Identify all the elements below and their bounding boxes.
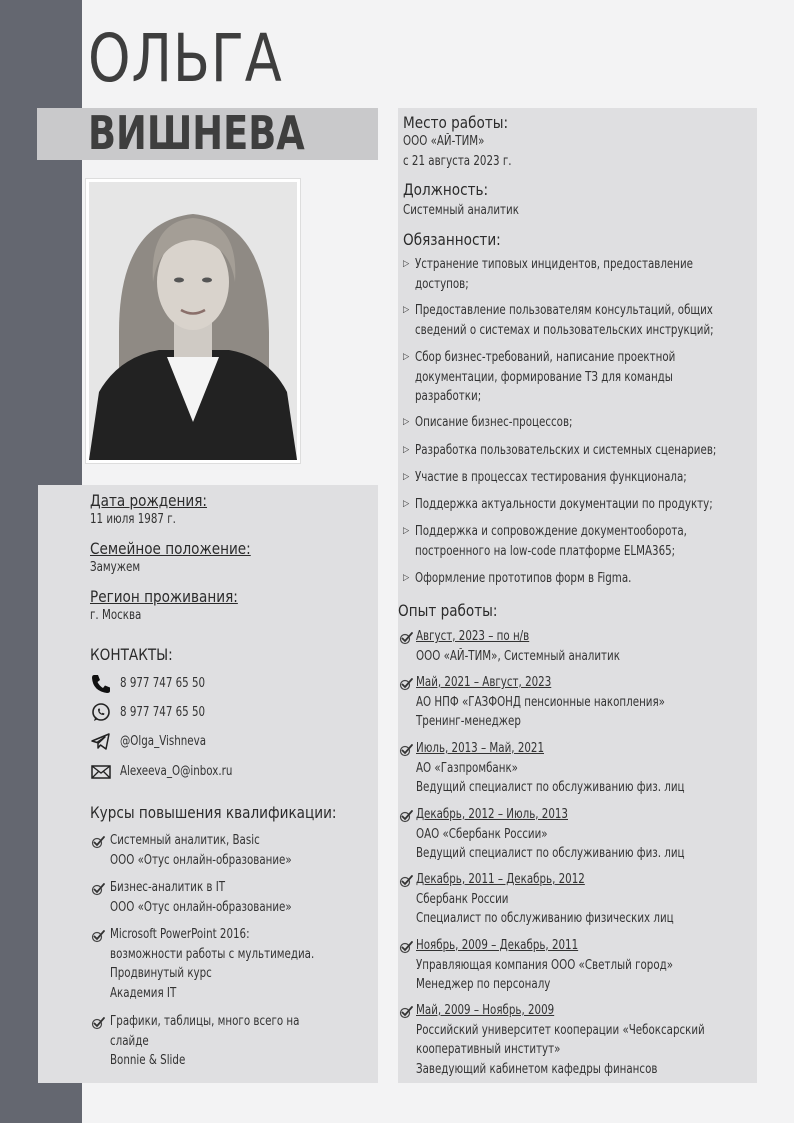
duty-line: Сбор бизнес-требований, написание проектной bbox=[415, 350, 676, 365]
course-line: Графики, таблицы, много всего на bbox=[110, 1014, 300, 1029]
course-line: возможности работы с мультимедиа. bbox=[110, 946, 315, 962]
experience-line: кооперативный институт» bbox=[416, 1042, 561, 1057]
course-line: Bonnie & Slide bbox=[110, 1053, 186, 1068]
course-line: ООО «Отус онлайн-образование» bbox=[110, 899, 292, 915]
experience-line: Российский университет кооперации «Чебоксарский bbox=[416, 1022, 705, 1038]
check-icon bbox=[399, 630, 413, 644]
experience-period: Август, 2023 – по н/в bbox=[416, 629, 530, 644]
experience-period: Ноябрь, 2009 – Декабрь, 2011 bbox=[416, 938, 579, 953]
course-line: Microsoft PowerPoint 2016: bbox=[110, 927, 250, 942]
contact-value: @Olga_Vishneva bbox=[120, 734, 207, 749]
course-line: Академия IT bbox=[110, 985, 177, 1001]
bullet-icon: ▷ bbox=[403, 573, 410, 583]
duties-label: Обязанности: bbox=[403, 230, 501, 249]
check-icon bbox=[91, 928, 105, 942]
whatsapp-icon bbox=[90, 702, 110, 722]
portrait-image bbox=[89, 182, 297, 460]
contact-value: 8 977 747 65 50 bbox=[120, 705, 206, 720]
first-name: ОЛЬГА bbox=[88, 20, 283, 97]
experience-line: Сбербанк России bbox=[416, 891, 509, 907]
course-line: слайде bbox=[110, 1033, 149, 1049]
experience-label: Опыт работы: bbox=[398, 601, 498, 620]
experience-period: Декабрь, 2012 – Июль, 2013 bbox=[416, 807, 568, 822]
experience-line: Менеджер по персоналу bbox=[416, 977, 551, 992]
check-icon bbox=[91, 834, 105, 848]
personal-value: г. Москва bbox=[90, 608, 142, 623]
experience-line: АО «Газпромбанк» bbox=[416, 760, 518, 776]
course-line: Системный аналитик, Basic bbox=[110, 833, 260, 848]
contact-value: 8 977 747 65 50 bbox=[120, 676, 206, 691]
course-line: Продвинутый курс bbox=[110, 966, 212, 981]
experience-line: Ведущий специалист по обслуживанию физ. лиц bbox=[416, 780, 685, 795]
duty-line: Участие в процессах тестирования функционала; bbox=[415, 470, 687, 485]
experience-period: Май, 2021 – Август, 2023 bbox=[416, 675, 552, 690]
duty-line: Поддержка актуальности документации по продукту; bbox=[415, 497, 713, 512]
experience-line: Ведущий специалист по обслуживанию физ. лиц bbox=[416, 846, 685, 861]
experience-line: ОАО «Сбербанк России» bbox=[416, 826, 548, 842]
contact-value: Alexeeva_O@inbox.ru bbox=[120, 764, 233, 779]
personal-label: Регион проживания: bbox=[90, 587, 238, 606]
experience-period: Июль, 2013 – Май, 2021 bbox=[416, 741, 545, 756]
duty-line: Разработка пользовательских и системных сценариев; bbox=[415, 443, 717, 458]
contacts-title: КОНТАКТЫ: bbox=[90, 645, 173, 664]
check-icon bbox=[399, 808, 413, 822]
experience-line: ООО «АЙ-ТИМ», Системный аналитик bbox=[416, 648, 620, 664]
bullet-icon: ▷ bbox=[403, 417, 410, 427]
experience-line: Специалист по обслуживанию физических лиц bbox=[416, 911, 674, 926]
bullet-icon: ▷ bbox=[403, 352, 410, 362]
phone-icon bbox=[90, 673, 110, 693]
course-line: ООО «Отус онлайн-образование» bbox=[110, 852, 292, 868]
experience-line: Тренинг-менеджер bbox=[416, 714, 521, 729]
duty-line: документации, формирование ТЗ для команды bbox=[415, 369, 673, 385]
position-value: Системный аналитик bbox=[403, 203, 519, 218]
duty-line: доступов; bbox=[415, 276, 469, 292]
check-icon bbox=[399, 676, 413, 690]
bullet-icon: ▷ bbox=[403, 305, 410, 315]
work-place-label: Место работы: bbox=[403, 113, 509, 132]
course-line: Бизнес-аналитик в IT bbox=[110, 880, 226, 895]
duty-line: сведений о системах и пользовательских инструкций; bbox=[415, 322, 714, 338]
check-icon bbox=[399, 742, 413, 756]
personal-value: Замужем bbox=[90, 560, 141, 575]
bullet-icon: ▷ bbox=[403, 259, 410, 269]
personal-info-panel bbox=[38, 485, 378, 1083]
duty-line: Поддержка и сопровождение документооборота, bbox=[415, 524, 687, 539]
work-place-start-date: с 21 августа 2023 г. bbox=[403, 154, 512, 169]
bullet-icon: ▷ bbox=[403, 499, 410, 509]
work-place-company: ООО «АЙ-ТИМ» bbox=[403, 134, 485, 149]
personal-value: 11 июля 1987 г. bbox=[90, 512, 176, 527]
bullet-icon: ▷ bbox=[403, 445, 410, 455]
check-icon bbox=[399, 939, 413, 953]
experience-line: Управляющая компания ООО «Светлый город» bbox=[416, 957, 674, 973]
personal-label: Дата рождения: bbox=[90, 491, 208, 510]
duty-line: Предоставление пользователям консультаций, общих bbox=[415, 303, 713, 318]
check-icon bbox=[399, 1004, 413, 1018]
position-label: Должность: bbox=[403, 180, 489, 199]
bullet-icon: ▷ bbox=[403, 526, 410, 536]
experience-line: Заведующий кабинетом кафедры финансов bbox=[416, 1061, 658, 1077]
personal-label: Семейное положение: bbox=[90, 539, 251, 558]
duty-line: Устранение типовых инцидентов, предоставление bbox=[415, 257, 693, 272]
check-icon bbox=[399, 873, 413, 887]
check-icon bbox=[91, 881, 105, 895]
last-name: ВИШНЕВА bbox=[88, 106, 305, 160]
experience-period: Май, 2009 – Ноябрь, 2009 bbox=[416, 1003, 555, 1018]
duty-line: разработки; bbox=[415, 389, 482, 404]
experience-line: АО НПФ «ГАЗФОНД пенсионные накопления» bbox=[416, 694, 665, 710]
duty-line: Оформление прототипов форм в Figma. bbox=[415, 571, 632, 586]
profile-photo bbox=[85, 178, 301, 464]
duty-line: Описание бизнес-процессов; bbox=[415, 415, 573, 430]
courses-title: Курсы повышения квалификации: bbox=[90, 803, 337, 822]
telegram-icon bbox=[90, 731, 110, 751]
email-icon bbox=[90, 761, 110, 781]
experience-period: Декабрь, 2011 – Декабрь, 2012 bbox=[416, 872, 585, 887]
duty-line: построенного на low-code платформе ELMA365; bbox=[415, 543, 676, 559]
check-icon bbox=[91, 1015, 105, 1029]
bullet-icon: ▷ bbox=[403, 472, 410, 482]
